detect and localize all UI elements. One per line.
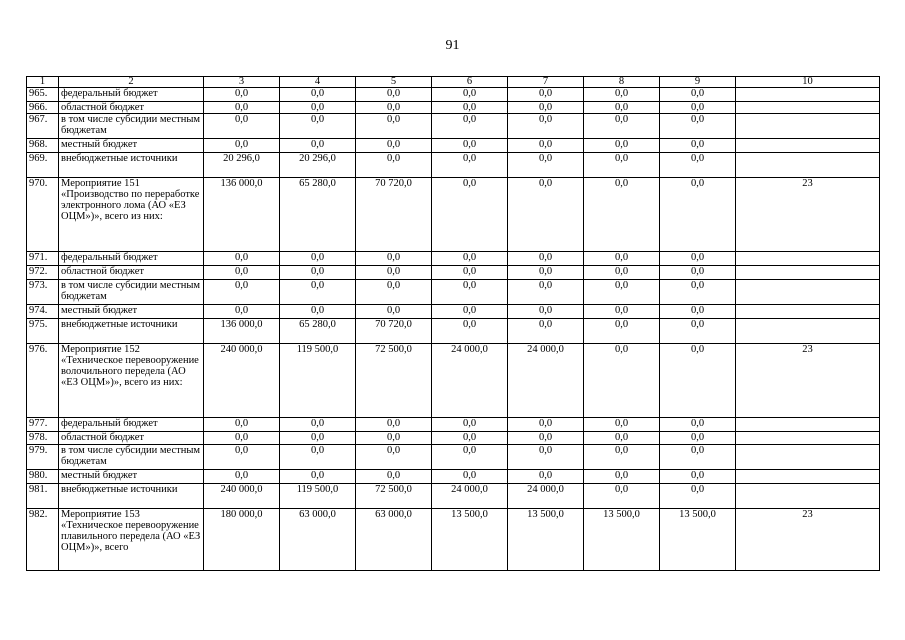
cell-value: 0,0 <box>280 432 356 445</box>
cell-value: 0,0 <box>432 88 508 102</box>
cell-value: 0,0 <box>356 280 432 305</box>
table-row <box>27 484 880 509</box>
cell-value: 0,0 <box>280 88 356 102</box>
table-row <box>27 280 880 305</box>
cell-value: 0,0 <box>508 470 584 484</box>
row-number: 969. <box>27 153 59 178</box>
cell-col10 <box>736 319 880 344</box>
cell-col10 <box>736 102 880 114</box>
cell-value: 63 000,0 <box>356 509 432 571</box>
row-number: 980. <box>27 470 59 484</box>
cell-value: 0,0 <box>584 344 660 418</box>
cell-value: 0,0 <box>660 153 736 178</box>
row-label: местный бюджет <box>59 470 204 484</box>
cell-value: 0,0 <box>432 319 508 344</box>
row-label: Мероприятие 152 «Техническое перевооружение волочильного передела (АО «ЕЗ ОЦМ»)», всего из них: <box>59 344 204 418</box>
cell-col10 <box>736 114 880 139</box>
row-number: 978. <box>27 432 59 445</box>
cell-value: 0,0 <box>508 252 584 266</box>
column-header: 10 <box>736 77 880 88</box>
row-number: 967. <box>27 114 59 139</box>
cell-value: 0,0 <box>660 484 736 509</box>
table-row <box>27 139 880 153</box>
cell-value: 0,0 <box>432 102 508 114</box>
row-number: 975. <box>27 319 59 344</box>
table-row <box>27 266 880 280</box>
cell-col10 <box>736 484 880 509</box>
cell-col10 <box>736 418 880 432</box>
column-header: 9 <box>660 77 736 88</box>
cell-value: 0,0 <box>584 252 660 266</box>
column-header: 6 <box>432 77 508 88</box>
cell-value: 0,0 <box>432 139 508 153</box>
header-row <box>27 77 880 88</box>
cell-value: 65 280,0 <box>280 178 356 252</box>
cell-value: 65 280,0 <box>280 319 356 344</box>
row-number: 982. <box>27 509 59 571</box>
cell-value: 0,0 <box>204 139 280 153</box>
cell-value: 24 000,0 <box>432 344 508 418</box>
cell-value: 0,0 <box>280 102 356 114</box>
row-label: внебюджетные источники <box>59 319 204 344</box>
cell-value: 0,0 <box>584 114 660 139</box>
cell-value: 0,0 <box>584 418 660 432</box>
row-number: 972. <box>27 266 59 280</box>
page-number: 91 <box>445 38 460 53</box>
cell-col10 <box>736 252 880 266</box>
row-number: 965. <box>27 88 59 102</box>
column-header: 7 <box>508 77 584 88</box>
cell-value: 72 500,0 <box>356 484 432 509</box>
cell-value: 0,0 <box>204 280 280 305</box>
cell-value: 0,0 <box>508 266 584 280</box>
cell-value: 20 296,0 <box>204 153 280 178</box>
cell-value: 72 500,0 <box>356 344 432 418</box>
row-label: федеральный бюджет <box>59 418 204 432</box>
table-row <box>27 88 880 102</box>
row-label: Мероприятие 153 «Техническое перевооружение плавильного передела (АО «ЕЗ ОЦМ»)», всего <box>59 509 204 571</box>
cell-col10 <box>736 305 880 319</box>
table-row <box>27 418 880 432</box>
row-label: федеральный бюджет <box>59 252 204 266</box>
row-number: 981. <box>27 484 59 509</box>
cell-value: 0,0 <box>204 114 280 139</box>
cell-value: 0,0 <box>356 114 432 139</box>
cell-value: 0,0 <box>660 266 736 280</box>
table-row <box>27 153 880 178</box>
cell-value: 136 000,0 <box>204 178 280 252</box>
cell-value: 0,0 <box>432 266 508 280</box>
cell-value: 0,0 <box>432 432 508 445</box>
cell-value: 0,0 <box>356 418 432 432</box>
column-header: 1 <box>27 77 59 88</box>
cell-value: 0,0 <box>204 470 280 484</box>
cell-value: 0,0 <box>660 139 736 153</box>
table-row <box>27 305 880 319</box>
cell-value: 24 000,0 <box>432 484 508 509</box>
cell-value: 0,0 <box>204 88 280 102</box>
cell-value: 0,0 <box>432 418 508 432</box>
cell-value: 0,0 <box>356 88 432 102</box>
row-number: 976. <box>27 344 59 418</box>
cell-value: 0,0 <box>432 114 508 139</box>
cell-value: 0,0 <box>280 139 356 153</box>
cell-col10 <box>736 88 880 102</box>
cell-value: 0,0 <box>584 470 660 484</box>
row-number: 979. <box>27 445 59 470</box>
cell-value: 0,0 <box>660 319 736 344</box>
cell-value: 0,0 <box>280 418 356 432</box>
table-row <box>27 445 880 470</box>
cell-value: 0,0 <box>508 88 584 102</box>
cell-value: 119 500,0 <box>280 344 356 418</box>
cell-value: 24 000,0 <box>508 344 584 418</box>
cell-value: 0,0 <box>508 305 584 319</box>
column-header: 4 <box>280 77 356 88</box>
cell-value: 0,0 <box>660 418 736 432</box>
row-label: внебюджетные источники <box>59 484 204 509</box>
cell-value: 0,0 <box>356 470 432 484</box>
cell-value: 0,0 <box>356 102 432 114</box>
cell-col10 <box>736 139 880 153</box>
cell-col10 <box>736 280 880 305</box>
budget-table <box>26 76 880 571</box>
cell-value: 0,0 <box>204 445 280 470</box>
cell-value: 0,0 <box>356 445 432 470</box>
row-label: в том числе субсидии местным бюджетам <box>59 114 204 139</box>
cell-value: 0,0 <box>432 178 508 252</box>
cell-value: 0,0 <box>280 280 356 305</box>
column-header: 2 <box>59 77 204 88</box>
cell-value: 0,0 <box>660 344 736 418</box>
row-number: 968. <box>27 139 59 153</box>
cell-value: 13 500,0 <box>508 509 584 571</box>
cell-value: 0,0 <box>508 432 584 445</box>
row-number: 973. <box>27 280 59 305</box>
cell-value: 0,0 <box>508 445 584 470</box>
cell-value: 0,0 <box>204 252 280 266</box>
cell-value: 180 000,0 <box>204 509 280 571</box>
cell-value: 0,0 <box>508 114 584 139</box>
cell-value: 0,0 <box>660 470 736 484</box>
row-label: Мероприятие 151 «Производство по переработке электронного лома (АО «ЕЗ ОЦМ»)», всего из них: <box>59 178 204 252</box>
cell-value: 13 500,0 <box>584 509 660 571</box>
row-number: 974. <box>27 305 59 319</box>
cell-value: 0,0 <box>584 432 660 445</box>
cell-value: 0,0 <box>280 470 356 484</box>
table-row <box>27 319 880 344</box>
cell-value: 0,0 <box>584 88 660 102</box>
row-number: 977. <box>27 418 59 432</box>
cell-value: 63 000,0 <box>280 509 356 571</box>
cell-value: 0,0 <box>356 153 432 178</box>
column-header: 3 <box>204 77 280 88</box>
cell-value: 0,0 <box>584 280 660 305</box>
cell-col10 <box>736 470 880 484</box>
row-label: местный бюджет <box>59 139 204 153</box>
cell-value: 0,0 <box>432 305 508 319</box>
cell-value: 0,0 <box>584 102 660 114</box>
cell-value: 0,0 <box>280 266 356 280</box>
cell-value: 0,0 <box>280 445 356 470</box>
column-header: 5 <box>356 77 432 88</box>
cell-col10: 23 <box>736 178 880 252</box>
table-row <box>27 470 880 484</box>
cell-value: 0,0 <box>356 266 432 280</box>
cell-value: 0,0 <box>584 305 660 319</box>
cell-value: 0,0 <box>660 178 736 252</box>
cell-value: 0,0 <box>660 252 736 266</box>
table-body <box>27 88 880 571</box>
cell-value: 240 000,0 <box>204 344 280 418</box>
table-row <box>27 178 880 252</box>
cell-value: 70 720,0 <box>356 319 432 344</box>
row-number: 970. <box>27 178 59 252</box>
cell-value: 0,0 <box>432 470 508 484</box>
cell-value: 0,0 <box>432 445 508 470</box>
row-number: 966. <box>27 102 59 114</box>
cell-value: 24 000,0 <box>508 484 584 509</box>
cell-value: 0,0 <box>508 319 584 344</box>
cell-value: 20 296,0 <box>280 153 356 178</box>
cell-col10 <box>736 432 880 445</box>
cell-value: 0,0 <box>508 178 584 252</box>
cell-value: 0,0 <box>204 305 280 319</box>
cell-col10: 23 <box>736 509 880 571</box>
cell-col10 <box>736 266 880 280</box>
cell-value: 0,0 <box>356 432 432 445</box>
cell-value: 0,0 <box>356 139 432 153</box>
cell-value: 0,0 <box>660 432 736 445</box>
cell-value: 0,0 <box>660 305 736 319</box>
cell-value: 0,0 <box>204 102 280 114</box>
row-label: федеральный бюджет <box>59 88 204 102</box>
row-label: в том числе субсидии местным бюджетам <box>59 445 204 470</box>
cell-col10: 23 <box>736 344 880 418</box>
cell-value: 0,0 <box>204 266 280 280</box>
cell-value: 0,0 <box>204 432 280 445</box>
cell-value: 0,0 <box>660 114 736 139</box>
cell-value: 70 720,0 <box>356 178 432 252</box>
cell-col10 <box>736 153 880 178</box>
table-row <box>27 252 880 266</box>
cell-value: 0,0 <box>280 252 356 266</box>
cell-value: 0,0 <box>280 114 356 139</box>
cell-value: 0,0 <box>660 102 736 114</box>
row-number: 971. <box>27 252 59 266</box>
cell-value: 0,0 <box>508 280 584 305</box>
cell-value: 0,0 <box>508 153 584 178</box>
cell-value: 0,0 <box>584 319 660 344</box>
cell-value: 0,0 <box>508 102 584 114</box>
cell-value: 119 500,0 <box>280 484 356 509</box>
cell-value: 0,0 <box>204 418 280 432</box>
cell-value: 0,0 <box>660 88 736 102</box>
cell-value: 0,0 <box>584 153 660 178</box>
cell-value: 0,0 <box>660 280 736 305</box>
cell-value: 0,0 <box>584 484 660 509</box>
row-label: в том числе субсидии местным бюджетам <box>59 280 204 305</box>
cell-value: 0,0 <box>508 139 584 153</box>
row-label: областной бюджет <box>59 266 204 280</box>
cell-col10 <box>736 445 880 470</box>
cell-value: 0,0 <box>356 252 432 266</box>
table-row <box>27 114 880 139</box>
row-label: внебюджетные источники <box>59 153 204 178</box>
cell-value: 0,0 <box>584 139 660 153</box>
table-row <box>27 102 880 114</box>
table-row <box>27 344 880 418</box>
cell-value: 0,0 <box>280 305 356 319</box>
cell-value: 0,0 <box>584 445 660 470</box>
cell-value: 0,0 <box>660 445 736 470</box>
cell-value: 136 000,0 <box>204 319 280 344</box>
cell-value: 0,0 <box>432 153 508 178</box>
table-row <box>27 509 880 571</box>
table-row <box>27 432 880 445</box>
cell-value: 240 000,0 <box>204 484 280 509</box>
cell-value: 0,0 <box>432 280 508 305</box>
cell-value: 0,0 <box>432 252 508 266</box>
row-label: областной бюджет <box>59 432 204 445</box>
cell-value: 0,0 <box>356 305 432 319</box>
cell-value: 0,0 <box>584 266 660 280</box>
cell-value: 0,0 <box>584 178 660 252</box>
row-label: местный бюджет <box>59 305 204 319</box>
cell-value: 13 500,0 <box>432 509 508 571</box>
column-header: 8 <box>584 77 660 88</box>
row-label: областной бюджет <box>59 102 204 114</box>
cell-value: 13 500,0 <box>660 509 736 571</box>
cell-value: 0,0 <box>508 418 584 432</box>
